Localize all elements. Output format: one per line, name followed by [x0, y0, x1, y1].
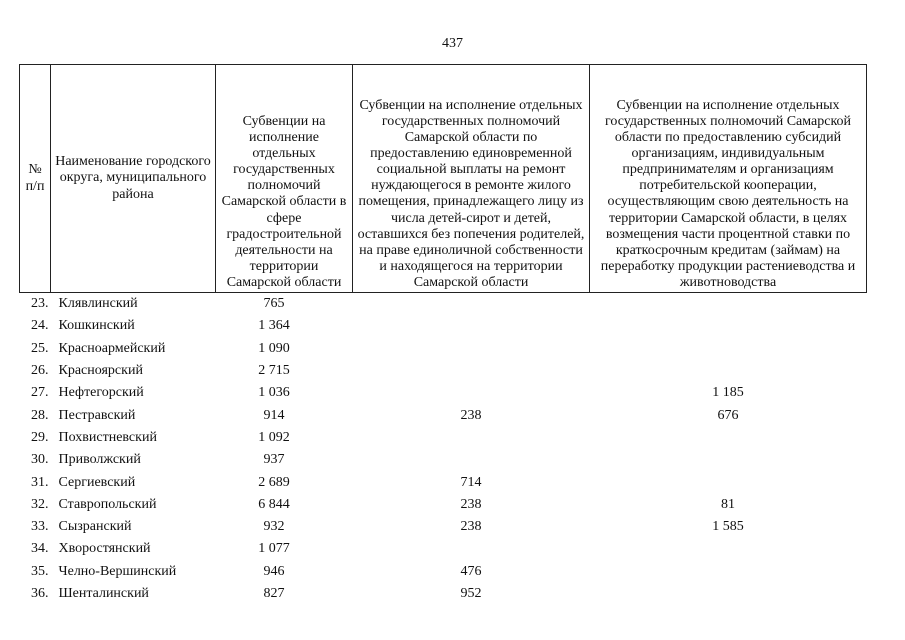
district-name-cell: Похвистневский — [58, 429, 157, 445]
credit-subsidy-value-cell: 1 185 — [712, 385, 744, 401]
page-number: 437 — [442, 36, 463, 51]
header-urban-planning-subvention: Субвенции на исполнение отдельных государственных полномочий Самарской области в сфере градостроительной деятельности на территории Самарской области — [216, 65, 353, 293]
table-row — [20, 471, 867, 493]
row-number-cell: 30. — [31, 452, 49, 468]
urban-planning-value-cell: 765 — [263, 296, 285, 312]
credit-subsidy-value-cell — [590, 449, 867, 471]
urban-planning-value-cell: 1 090 — [258, 340, 290, 356]
housing-repair-value-cell — [353, 360, 590, 382]
credit-subsidy-value-cell — [590, 315, 867, 337]
housing-repair-value-cell — [353, 449, 590, 471]
urban-planning-value-cell: 914 — [263, 407, 285, 423]
credit-subsidy-value-cell — [590, 338, 867, 360]
table-body — [20, 293, 867, 606]
header-district-name: Наименование городского округа, муниципального района — [51, 65, 216, 293]
row-number-cell: 28. — [31, 407, 49, 423]
table-row — [20, 494, 867, 516]
table-row — [20, 427, 867, 449]
credit-subsidy-value-cell — [590, 427, 867, 449]
urban-planning-value-cell: 1 077 — [258, 541, 290, 557]
row-number-cell: 31. — [31, 474, 49, 490]
district-name-cell: Пестравский — [58, 407, 136, 423]
district-name-cell: Сызранский — [58, 519, 132, 535]
district-name-cell: Шенталинский — [58, 586, 149, 601]
housing-repair-value-cell: 952 — [460, 586, 482, 601]
row-number-cell: 36. — [31, 586, 49, 601]
subventions-table — [19, 64, 867, 605]
table-row — [20, 449, 867, 471]
district-name-cell: Хворостянский — [58, 541, 151, 557]
table-header — [20, 65, 867, 293]
district-name-cell: Сергиевский — [58, 474, 136, 490]
housing-repair-value-cell: 476 — [460, 563, 482, 579]
row-number-cell: 32. — [31, 496, 49, 512]
header-row — [20, 65, 867, 293]
table-row — [20, 360, 867, 382]
row-number-cell: 24. — [31, 318, 49, 334]
housing-repair-value-cell: 238 — [460, 407, 482, 423]
housing-repair-value-cell: 238 — [460, 519, 482, 535]
row-number-cell: 27. — [31, 385, 49, 401]
credit-subsidy-value-cell — [590, 471, 867, 493]
row-number-cell: 35. — [31, 563, 49, 579]
housing-repair-value-cell: 714 — [460, 474, 482, 490]
header-credit-interest-subsidy-subvention: Субвенции на исполнение отдельных государственных полномочий Самарской области по предоставлению субсидий организациям, индивидуальным предпринимателям и организациям потребительской кооперации, осуществляющим свою деятельность на территории Самарской области, в целях возмещения части процентной ставки по краткосрочным кредитам (займам) на переработку продукции растениеводства и животноводства — [590, 65, 867, 293]
credit-subsidy-value-cell — [590, 583, 867, 605]
housing-repair-value-cell: 238 — [460, 496, 482, 512]
housing-repair-value-cell — [353, 315, 590, 337]
credit-subsidy-value-cell — [590, 561, 867, 583]
credit-subsidy-value-cell: 676 — [717, 407, 739, 423]
urban-planning-value-cell: 1 036 — [258, 385, 290, 401]
district-name-cell: Нефтегорский — [58, 385, 144, 401]
urban-planning-value-cell: 827 — [263, 586, 285, 601]
district-name-cell: Красноармейский — [58, 340, 166, 356]
housing-repair-value-cell — [353, 538, 590, 560]
header-number: № п/п — [20, 65, 51, 293]
credit-subsidy-value-cell: 1 585 — [712, 519, 744, 535]
credit-subsidy-value-cell — [590, 538, 867, 560]
urban-planning-value-cell: 2 689 — [258, 474, 290, 490]
district-name-cell: Красноярский — [58, 363, 143, 379]
table-row — [20, 404, 867, 426]
row-number-cell: 26. — [31, 363, 49, 379]
urban-planning-value-cell: 1 092 — [258, 429, 290, 445]
district-name-cell: Челно-Вершинский — [58, 563, 177, 579]
urban-planning-value-cell: 946 — [263, 563, 285, 579]
housing-repair-value-cell — [353, 338, 590, 360]
district-name-cell: Приволжский — [58, 452, 141, 468]
row-number-cell: 33. — [31, 519, 49, 535]
row-number-cell: 25. — [31, 340, 49, 356]
urban-planning-value-cell: 937 — [263, 452, 285, 468]
header-orphan-housing-repair-subvention: Субвенции на исполнение отдельных государственных полномочий Самарской области по предоставлению единовременной социальной выплаты на ремонт нуждающегося в ремонте жилого помещения, принадлежащего лицу из числа детей-сирот и детей, оставшихся без попечения родителей, на праве единоличной собственности и находящегося на территории Самарской области — [353, 65, 590, 293]
table-row — [20, 382, 867, 404]
urban-planning-value-cell: 1 364 — [258, 318, 290, 334]
table-row — [20, 561, 867, 583]
district-name-cell: Кошкинский — [58, 318, 135, 334]
credit-subsidy-value-cell — [590, 293, 867, 316]
row-number-cell: 34. — [31, 541, 49, 557]
housing-repair-value-cell — [353, 382, 590, 404]
table-row — [20, 315, 867, 337]
district-name-cell: Ставропольский — [58, 496, 157, 512]
district-name-cell: Клявлинский — [58, 296, 138, 312]
housing-repair-value-cell — [353, 293, 590, 316]
table-row — [20, 293, 867, 316]
credit-subsidy-value-cell: 81 — [721, 496, 735, 512]
row-number-cell: 23. — [31, 296, 49, 312]
table-row — [20, 583, 867, 605]
table-row — [20, 338, 867, 360]
row-number-cell: 29. — [31, 429, 49, 445]
urban-planning-value-cell: 2 715 — [258, 363, 290, 379]
credit-subsidy-value-cell — [590, 360, 867, 382]
urban-planning-value-cell: 932 — [263, 519, 285, 535]
table-row — [20, 516, 867, 538]
urban-planning-value-cell: 6 844 — [258, 496, 290, 512]
housing-repair-value-cell — [353, 427, 590, 449]
table-row — [20, 538, 867, 560]
